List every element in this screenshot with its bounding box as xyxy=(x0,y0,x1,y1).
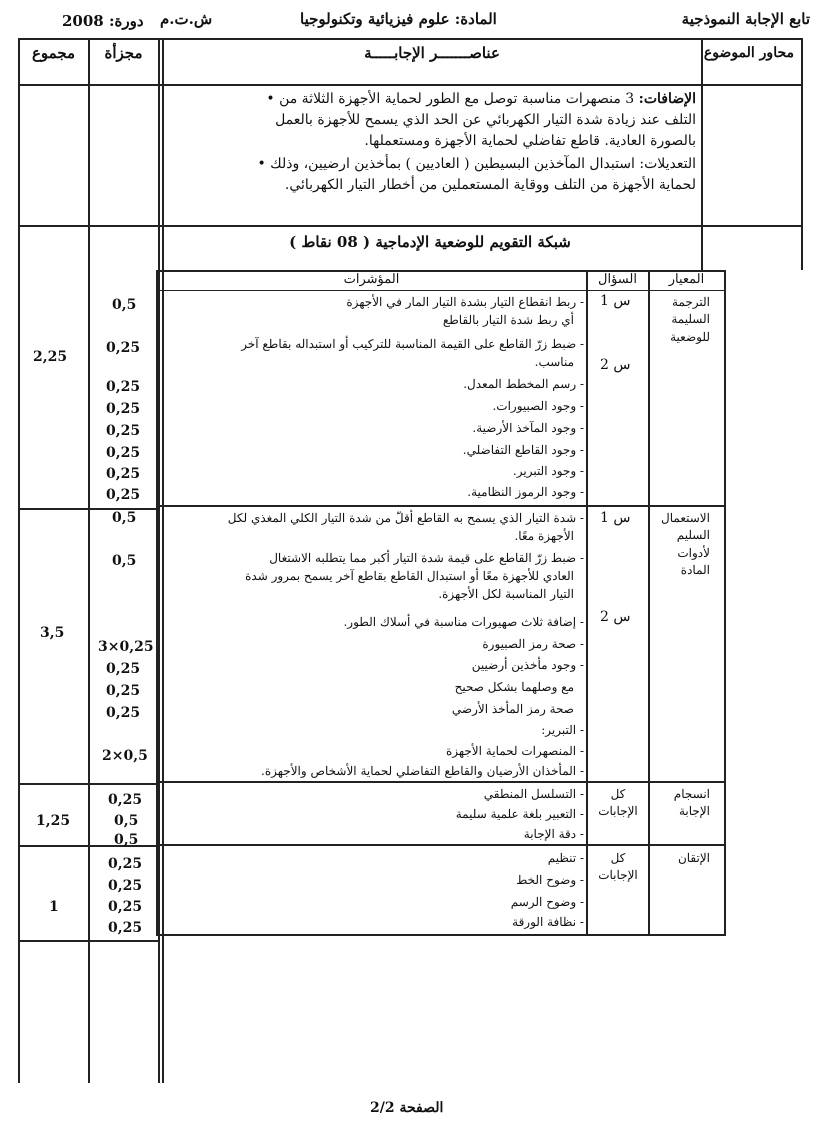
additions-line-1: 3 منصهرات مناسبة توصل مع الطور لحماية الأجهزة الثلاثة من xyxy=(279,91,635,107)
indicator-line: - التبرير: xyxy=(541,723,584,737)
grid-header-indicators: المؤشرات xyxy=(343,272,400,287)
indicator-line: - ربط انقطاع التيار بشدة التيار المار في الأجهزة xyxy=(346,295,584,309)
mark-value: 0,25 xyxy=(106,661,141,677)
page-number: الصفحة 2/2 xyxy=(370,1100,444,1116)
criterion-mastery: الإتقان xyxy=(677,851,710,865)
mark-value: 0,25 xyxy=(106,340,141,356)
bullet-icon: • xyxy=(266,91,275,107)
indicator-line: أي ربط شدة التيار بالقاطع xyxy=(442,313,574,327)
indicator-line: - المأخذان الأرضيان والقاطع التفاضلي لحماية الأشخاص والأجهزة. xyxy=(261,764,584,778)
page-header-exam: ش.ت.م xyxy=(160,10,213,28)
indicator-line: مع وصلهما بشكل صحيح xyxy=(454,680,574,694)
indicator-line: - دقة الإجابة xyxy=(523,827,584,841)
mark-value: 0,25 xyxy=(108,899,143,915)
indicator-line: الأجهزة معًا. xyxy=(514,529,574,543)
question-all-row3: كل الإجابات xyxy=(598,787,638,819)
indicator-line: - التعبير بلغة علمية سليمة xyxy=(455,807,584,821)
modifications-line-1: التعديلات: استبدال المآخذين البسيطين ( العاديين ) بمأخذين ارضيين، وذلك xyxy=(270,156,696,172)
indicator-line: - وجود الصبيورات. xyxy=(492,399,584,413)
indicator-line: - صحة رمز الصبيورة xyxy=(482,637,584,651)
indicator-line: - إضافة ثلاث صهيورات مناسبة في أسلاك الطور. xyxy=(343,615,584,629)
question-s1-row2: س 1 xyxy=(600,510,631,526)
criterion-translation: الترجمة السليمة للوضعية xyxy=(670,295,710,344)
question-s2-row2: س 2 xyxy=(600,609,631,625)
total-section-4: 1 xyxy=(49,899,59,915)
additions-label: الإضافات: xyxy=(638,91,696,107)
page-header-session: دورة: 2008 xyxy=(62,12,144,30)
indicator-line: - المنصهرات لحماية الأجهزة xyxy=(445,744,584,758)
additions-line-3: بالصورة العادية. قاطع تفاضلي لحماية الأجهزة ومستعملها. xyxy=(364,133,696,149)
mark-value: 0,5 xyxy=(112,553,137,569)
question-s1-row1: س 1 xyxy=(600,293,631,309)
mark-value: 0,25 xyxy=(108,792,143,808)
page-header-title: تابع الإجابة النموذجية xyxy=(681,10,810,28)
criterion-coherence: انسجام الإجابة xyxy=(673,787,710,819)
indicator-line: - ضبط زرّ القاطع على القيمة المناسبة للتركيب أو استبداله بقاطع آخر xyxy=(241,337,584,351)
indicator-line: - وجود مأخذين أرضيين xyxy=(471,658,584,672)
mark-value: 0,5 xyxy=(112,510,137,526)
total-section-2: 3,5 xyxy=(40,625,65,641)
mark-value: 0,5 xyxy=(112,297,137,313)
question-all-row4: كل الإجابات xyxy=(598,851,638,883)
mark-value: 0,25 xyxy=(108,878,143,894)
total-section-3: 1,25 xyxy=(36,813,71,829)
mark-value: 0,5 xyxy=(114,832,139,848)
mark-value: 0,25 xyxy=(106,487,141,503)
mark-value: 0,25 xyxy=(108,856,143,872)
indicator-line: - وجود المآخذ الأرضية. xyxy=(472,421,584,435)
indicator-line: - وضوح الخط xyxy=(516,873,584,887)
mark-value: 0,5 xyxy=(114,813,139,829)
indicator-line: صحة رمز المأخذ الأرضي xyxy=(451,702,574,716)
mark-value: 0,25 xyxy=(106,445,141,461)
indicator-line: - نظافة الورقة xyxy=(512,915,584,929)
total-section-1: 2,25 xyxy=(33,349,68,365)
mark-value: 0,25 xyxy=(106,683,141,699)
indicator-line: مناسب. xyxy=(534,355,574,369)
additions-line-2: التلف عند زيادة شدة التيار الكهربائي عن الحد الذي يسمح للأجهزة بالعمل xyxy=(275,112,696,128)
question-s2-row1: س 2 xyxy=(600,357,631,373)
criterion-correct-use: الاستعمال السليم لأدوات المادة xyxy=(661,511,710,578)
indicator-line: - وجود القاطع التفاضلي. xyxy=(462,443,584,457)
mark-value: 0,25 xyxy=(106,401,141,417)
indicator-line: - وضوح الرسم xyxy=(510,895,584,909)
grid-header-criterion: المعيار xyxy=(668,272,705,287)
indicator-line: العادي للأجهزة معًا أو استبدال القاطع بقاطع آخر يسمح بمرور شدة xyxy=(245,569,574,583)
page-header-subject: المادة: علوم فيزيائية وتكنولوجيا xyxy=(300,10,497,28)
column-header-axes: محاور الموضوع xyxy=(703,45,794,61)
mark-value: 0,25 xyxy=(108,920,143,936)
grid-header-question: السؤال xyxy=(598,272,637,287)
mark-value: 3×0,25 xyxy=(98,639,154,655)
mark-value: 0,25 xyxy=(106,379,141,395)
indicator-line: - ضبط زرّ القاطع على قيمة شدة التيار أكبر مما يتطلبه الاشتغال xyxy=(269,551,584,565)
indicator-line: - التسلسل المنطقي xyxy=(483,787,584,801)
modifications-line-2: لحماية الأجهزة من التلف ووقاية المستعملين من أخطار التيار الكهربائي. xyxy=(284,177,696,193)
indicator-line: - شدة التيار الذي يسمح به القاطع أقلّ من شدة التيار الكلي المغذي لكل xyxy=(227,511,584,525)
mark-value: 0,25 xyxy=(106,705,141,721)
indicator-line: التيار المناسبة لكل الأجهزة. xyxy=(438,587,574,601)
indicator-line: - وجود التبرير. xyxy=(512,464,584,478)
mark-value: 0,25 xyxy=(106,423,141,439)
indicator-line: - رسم المخطط المعدل. xyxy=(463,377,584,391)
mark-value: 2×0,5 xyxy=(102,748,148,764)
indicator-line: - تنظيم xyxy=(547,851,584,865)
grid-title: شبكة التقويم للوضعية الإدماجية ( 08 نقاط ) xyxy=(289,233,571,251)
bullet-icon: • xyxy=(257,156,266,172)
indicator-line: - وجود الرموز النظامية. xyxy=(467,485,584,499)
column-header-partial: مجزأة xyxy=(104,44,143,62)
mark-value: 0,25 xyxy=(106,466,141,482)
column-header-total: مجموع xyxy=(31,44,76,62)
column-header-elements: عناصـــــــر الإجابـــــة xyxy=(364,44,500,62)
